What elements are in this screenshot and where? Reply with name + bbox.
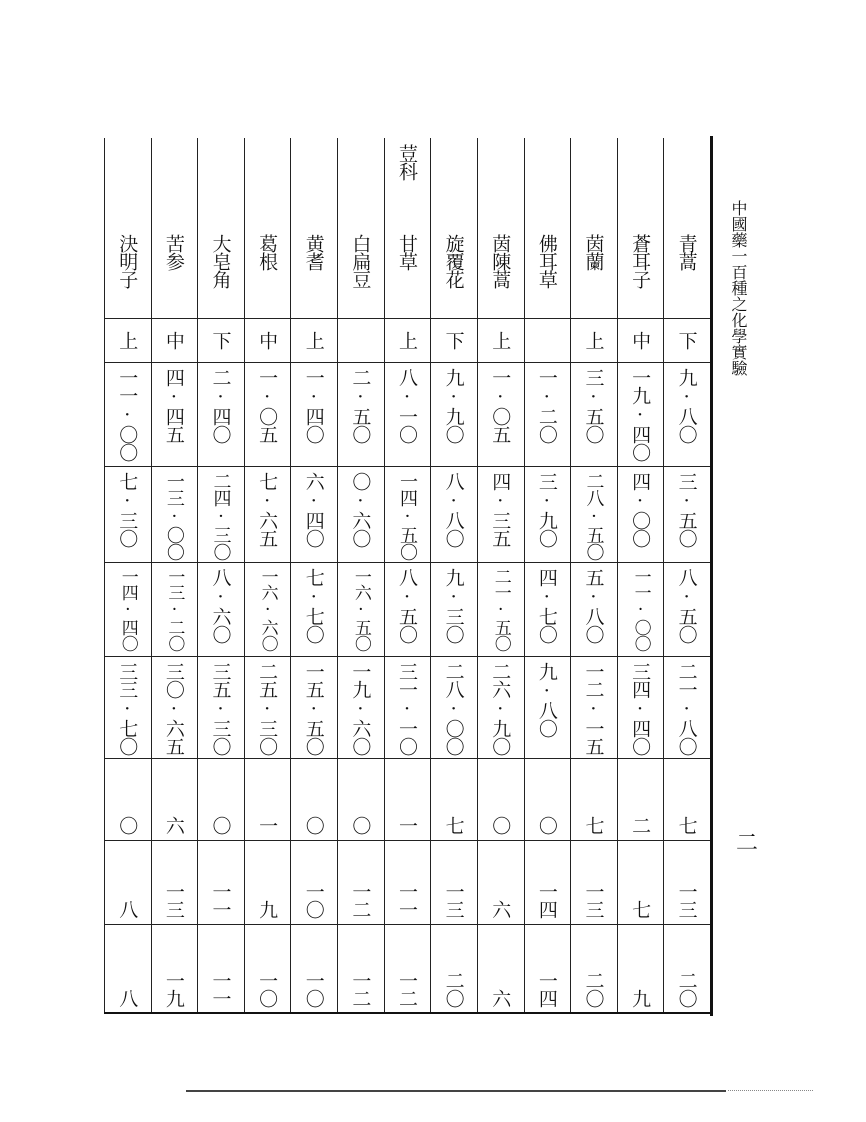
table-cell: [384, 138, 431, 228]
value-text: 一一: [209, 971, 232, 1007]
value-text: 一一: [209, 882, 232, 918]
table-cell: [570, 758, 617, 840]
grade-label: 中: [256, 331, 279, 349]
value-text: 一四·四〇: [117, 568, 138, 651]
value-text: 八·八〇: [442, 472, 465, 547]
table-cell: [524, 318, 571, 362]
value-text: 三一·一〇: [395, 662, 418, 755]
table-cell: [151, 466, 198, 562]
table-cell: [663, 656, 710, 758]
table-cell: [524, 924, 571, 1013]
value-text: 九: [629, 989, 652, 1007]
value-text: 一三: [582, 882, 605, 918]
value-text: 四·七〇: [535, 568, 558, 643]
grade-label: 上: [582, 331, 605, 349]
table-cell: [570, 656, 617, 758]
value-text: 一九·六〇: [349, 662, 372, 755]
table-cell: [151, 656, 198, 758]
value-text: 〇: [302, 816, 325, 834]
footer-dotted-rule: [728, 1090, 813, 1092]
table-cell: [384, 562, 431, 656]
page-number: 二: [736, 831, 759, 856]
table-cell: [570, 840, 617, 924]
value-text: 四·三五: [489, 472, 512, 547]
table-cell: [197, 656, 244, 758]
table-cell: [151, 228, 198, 318]
table-cell: [197, 318, 244, 362]
value-text: 三·五〇: [675, 472, 698, 547]
drug-name: 白扁豆: [349, 234, 372, 288]
value-text: 一三: [162, 882, 185, 918]
value-text: 二八·〇〇: [442, 662, 465, 755]
value-text: 一二: [395, 971, 418, 1007]
grade-label: 上: [302, 331, 325, 349]
value-text: 三三·七〇: [116, 662, 139, 755]
value-text: 七: [675, 816, 698, 834]
drug-name: 大皂角: [209, 234, 232, 288]
table-cell: [197, 228, 244, 318]
table-cell: [663, 924, 710, 1013]
table-cell: [151, 318, 198, 362]
table-cell: [524, 840, 571, 924]
table-cell: [290, 138, 337, 228]
table-cell: [151, 562, 198, 656]
table-cell: [337, 138, 384, 228]
table-cell: [430, 466, 477, 562]
footer-rule: [186, 1090, 726, 1092]
value-text: 二五·三〇: [256, 662, 279, 755]
table-cell: [477, 924, 524, 1013]
table-cell: [617, 362, 664, 466]
table-cell: [663, 466, 710, 562]
table-cell: [430, 362, 477, 466]
table-cell: [104, 758, 151, 840]
table-cell: [197, 758, 244, 840]
table-cell: [290, 562, 337, 656]
value-text: 一三·二〇: [164, 568, 185, 651]
value-text: 一一·〇〇: [116, 368, 139, 461]
table-cell: [337, 228, 384, 318]
table-cell: [104, 562, 151, 656]
value-text: 一三·〇〇: [163, 472, 185, 560]
grade-label: 中: [162, 331, 185, 349]
table-cell: [244, 362, 291, 466]
table-cell: [337, 840, 384, 924]
page-title: 中國藥一百種之化學實驗: [729, 200, 748, 376]
table-cell: [104, 466, 151, 562]
table-cell: [244, 656, 291, 758]
drug-name: 旋覆花: [442, 234, 465, 288]
drug-name: 蒼耳子: [629, 234, 652, 288]
grade-label: 上: [489, 331, 512, 349]
table-cell: [290, 362, 337, 466]
table-cell: [430, 138, 477, 228]
value-text: 二〇: [582, 971, 605, 1007]
value-text: 二〇: [675, 971, 698, 1007]
table-cell: [151, 138, 198, 228]
table-cell: [524, 758, 571, 840]
table-cell: [477, 138, 524, 228]
value-text: 一三: [442, 882, 465, 918]
table-cell: [477, 362, 524, 466]
value-text: 七·三〇: [116, 472, 139, 547]
table-cell: [663, 362, 710, 466]
table-cell: [151, 840, 198, 924]
value-text: 六·四〇: [302, 472, 325, 547]
table-cell: [617, 840, 664, 924]
table-cell: [290, 924, 337, 1013]
value-text: 二·五〇: [349, 368, 372, 443]
table-cell: [197, 562, 244, 656]
table-cell: [151, 362, 198, 466]
table-cell: [151, 924, 198, 1013]
value-text: 三·九〇: [535, 472, 558, 547]
drug-name: 葛根: [256, 234, 279, 270]
value-text: 五·八〇: [582, 568, 605, 643]
table-cell: [337, 466, 384, 562]
table-cell: [430, 758, 477, 840]
table-cell: [384, 656, 431, 758]
table-cell: [337, 318, 384, 362]
value-text: 一〇: [302, 971, 325, 1007]
value-text: 二四·三〇: [210, 472, 232, 560]
value-text: 八·五〇: [675, 568, 698, 643]
value-text: 〇: [535, 816, 558, 834]
table-cell: [104, 656, 151, 758]
value-text: 三·五〇: [582, 368, 605, 443]
table-cell: [663, 758, 710, 840]
value-text: 一·四〇: [302, 368, 325, 443]
value-text: 六: [489, 989, 512, 1007]
table-cell: [524, 466, 571, 562]
table-cell: [151, 758, 198, 840]
table-cell: [617, 758, 664, 840]
value-text: 四·〇〇: [629, 472, 652, 547]
table-cell: [570, 362, 617, 466]
value-text: 一·〇五: [256, 368, 279, 443]
drug-name: 決明子: [116, 234, 139, 288]
table-cell: [290, 466, 337, 562]
drug-name: 茵蘭: [582, 234, 605, 270]
grade-label: 中: [629, 331, 652, 349]
value-text: 七·七〇: [302, 568, 325, 643]
table-cell: [617, 562, 664, 656]
value-text: 一九·四〇: [629, 368, 652, 461]
drug-name: 青蒿: [675, 234, 698, 270]
value-text: 一三: [675, 882, 698, 918]
grade-label: 下: [675, 331, 698, 349]
table-cell: [104, 318, 151, 362]
value-text: 三〇·六五: [162, 662, 185, 755]
table-cell: [617, 466, 664, 562]
value-text: 八·六〇: [209, 568, 232, 643]
drug-name: 佛耳草: [535, 234, 558, 288]
table-cell: [384, 758, 431, 840]
table-cell: [524, 656, 571, 758]
table-cell: [197, 362, 244, 466]
table-cell: [244, 840, 291, 924]
value-text: 〇: [349, 816, 372, 834]
drug-name: 茵陳蒿: [489, 234, 512, 288]
value-text: 九·三〇: [442, 568, 465, 643]
table-cell: [384, 362, 431, 466]
table-cell: [384, 228, 431, 318]
value-text: 二八·五〇: [583, 472, 605, 560]
value-text: 二六·九〇: [489, 662, 512, 755]
table-cell: [104, 362, 151, 466]
value-text: 一〇: [302, 882, 325, 918]
table-cell: [337, 758, 384, 840]
table-cell: [477, 758, 524, 840]
table-cell: [244, 758, 291, 840]
grade-label: 下: [442, 331, 465, 349]
value-text: 七·六五: [256, 472, 279, 547]
value-text: 九·九〇: [442, 368, 465, 443]
table-cell: [570, 228, 617, 318]
table-cell: [104, 138, 151, 228]
table-cell: [244, 318, 291, 362]
table-cell: [290, 656, 337, 758]
table-cell: [104, 840, 151, 924]
table-cell: [570, 562, 617, 656]
table-cell: [430, 656, 477, 758]
drug-name: 苦参: [162, 234, 185, 270]
table-right-border: [710, 136, 713, 1016]
value-text: 二一·五〇: [490, 568, 511, 651]
table-cell: [244, 924, 291, 1013]
table-cell: [663, 318, 710, 362]
table-cell: [384, 318, 431, 362]
table-cell: [430, 228, 477, 318]
value-text: 二一·八〇: [675, 662, 698, 755]
value-text: 一一·〇〇: [630, 568, 651, 651]
value-text: 九·八〇: [535, 662, 558, 737]
drug-name: 黄耆: [302, 234, 325, 270]
value-text: 一五·五〇: [302, 662, 325, 755]
value-text: 七: [442, 816, 465, 834]
table-cell: [430, 318, 477, 362]
value-text: 一四: [535, 971, 558, 1007]
table-cell: [104, 924, 151, 1013]
table-cell: [430, 562, 477, 656]
table-cell: [524, 562, 571, 656]
table-cell: [197, 466, 244, 562]
value-text: 二〇: [442, 971, 465, 1007]
value-text: 九·八〇: [675, 368, 698, 443]
table-cell: [337, 656, 384, 758]
table-cell: [570, 924, 617, 1013]
grade-label: 上: [116, 331, 139, 349]
table-cell: [290, 840, 337, 924]
value-text: 一一: [395, 882, 418, 918]
value-text: 三五·三〇: [209, 662, 232, 755]
value-text: 一·〇五: [489, 368, 512, 443]
table-cell: [197, 840, 244, 924]
value-text: 〇: [489, 816, 512, 834]
value-text: 一·二〇: [535, 368, 558, 443]
drug-name: 甘草: [395, 234, 418, 270]
table-cell: [430, 924, 477, 1013]
value-text: 一: [256, 816, 279, 834]
table-cell: [197, 924, 244, 1013]
table-cell: [477, 318, 524, 362]
table-cell: [617, 924, 664, 1013]
table-cell: [290, 318, 337, 362]
table-cell: [290, 228, 337, 318]
value-text: 八: [116, 900, 139, 918]
value-text: 一四·五〇: [396, 472, 418, 560]
table-cell: [477, 466, 524, 562]
value-text: 一〇: [256, 971, 279, 1007]
table-cell: [524, 138, 571, 228]
table-cell: [384, 840, 431, 924]
table-cell: [104, 228, 151, 318]
grade-label: 上: [395, 331, 418, 349]
table-cell: [663, 138, 710, 228]
value-text: 三四·四〇: [629, 662, 652, 755]
table-cell: [570, 318, 617, 362]
value-text: 八·一〇: [395, 368, 418, 443]
value-text: 七: [582, 816, 605, 834]
value-text: 〇·六〇: [349, 472, 372, 547]
family-label: 荳科: [395, 144, 418, 180]
value-text: 一: [395, 816, 418, 834]
table-cell: [663, 840, 710, 924]
value-text: 六: [489, 900, 512, 918]
table-cell: [617, 228, 664, 318]
value-text: 一六·五〇: [350, 568, 371, 651]
table-cell: [570, 138, 617, 228]
table-cell: [384, 924, 431, 1013]
table-cell: [524, 362, 571, 466]
value-text: 一六·六〇: [257, 568, 278, 651]
table-cell: [337, 562, 384, 656]
table-cell: [477, 228, 524, 318]
table-cell: [244, 562, 291, 656]
table-cell: [337, 362, 384, 466]
value-text: 〇: [209, 816, 232, 834]
table-cell: [617, 656, 664, 758]
table-cell: [430, 840, 477, 924]
value-text: 一二: [349, 971, 372, 1007]
value-text: 八·五〇: [395, 568, 418, 643]
value-text: 一二: [349, 882, 372, 918]
table-cell: [244, 228, 291, 318]
value-text: 一二·一五: [582, 662, 605, 755]
value-text: 九: [256, 900, 279, 918]
table-cell: [524, 228, 571, 318]
value-text: 七: [629, 900, 652, 918]
table-cell: [197, 138, 244, 228]
value-text: 四·四五: [162, 368, 185, 443]
table-cell: [477, 840, 524, 924]
table-cell: [617, 138, 664, 228]
value-text: 二·四〇: [209, 368, 232, 443]
table-cell: [244, 466, 291, 562]
table-cell: [617, 318, 664, 362]
table-cell: [244, 138, 291, 228]
value-text: 六: [162, 816, 185, 834]
value-text: 一九: [162, 971, 185, 1007]
table-cell: [337, 924, 384, 1013]
value-text: 二: [629, 816, 652, 834]
table-cell: [477, 656, 524, 758]
grade-label: 下: [209, 331, 232, 349]
table-cell: [663, 562, 710, 656]
value-text: 八: [116, 989, 139, 1007]
value-text: 〇: [116, 816, 139, 834]
table-cell: [384, 466, 431, 562]
table-cell: [570, 466, 617, 562]
value-text: 一四: [535, 882, 558, 918]
table-cell: [663, 228, 710, 318]
table-cell: [477, 562, 524, 656]
table-cell: [290, 758, 337, 840]
